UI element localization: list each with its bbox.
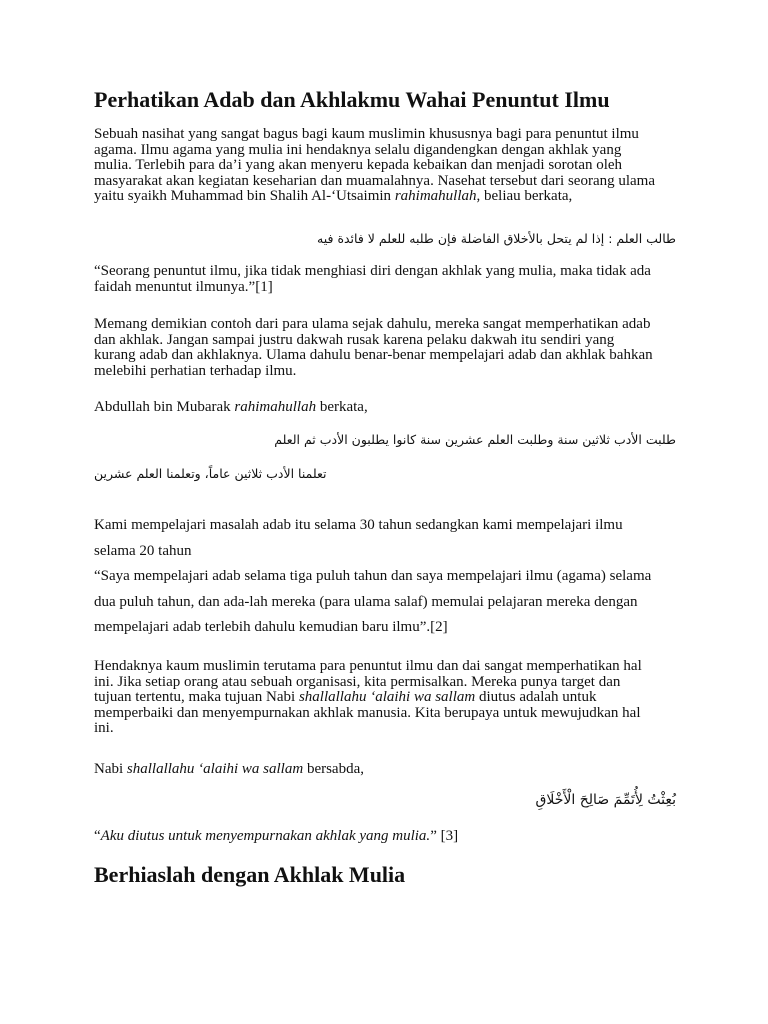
text-line: masyarakat akan kegiatan keseharian dan muamalahnya. Nasehat tersebut dari seorang ulama: [94, 172, 656, 189]
text-line: dan akhlak. Jangan sampai justru dakwah rusak karena pelaku dakwah itu sendiri yang: [94, 331, 615, 348]
italic-text: shallallahu ‘alaihi wa sallam: [298, 689, 476, 705]
text-line: ini.: [94, 720, 114, 736]
body-paragraph-5: [94, 659, 684, 737]
text-line: Memang demikian contoh dari para ulama sejak dahulu, mereka sangat memperhatikan adab: [94, 316, 651, 332]
text-line: [94, 829, 684, 845]
text-run: berkata,: [316, 399, 368, 415]
text-line: Sebuah nasihat yang sangat bagus bagi kaum muslimin khususnya bagi para penuntut ilmu: [94, 126, 639, 142]
text-run: yaitu syaikh Muhammad bin Shalih Al-‘Utsaimin: [94, 188, 395, 204]
text-line: “Seorang penuntut ilmu, jika tidak menghiasi diri dengan akhlak yang mulia, maka tidak ada: [94, 263, 651, 279]
text-line: memperbaiki dan menyempurnakan akhlak manusia. Kita berupaya untuk mewujudkan hal: [94, 704, 641, 721]
text-line: agama. Ilmu agama yang mulia ini hendaknya selalu digandengkan dengan akhlak yang: [94, 141, 622, 158]
text-run: diutus adalah untuk: [475, 689, 597, 705]
body-paragraph-4: [94, 513, 684, 641]
arabic-hadith: بُعِثْتُ لِأُتَمِّمَ صَالِحَ الْأَخْلَاقِ: [535, 792, 676, 808]
text-line: mulia. Terlebih para da’i yang akan menyeru kepada kebaikan dan menjadi sorotan oleh: [94, 157, 623, 173]
text-line: mempelajari adab terlebih dahulu kemudian baru ilmu”.[2]: [94, 619, 448, 635]
text-line: Hendaknya kaum muslimin terutama para penuntut ilmu dan dai sangat memperhatikan hal: [94, 658, 642, 674]
italic-text: rahimahullah: [394, 188, 477, 204]
quote-paragraph-1: [94, 264, 684, 295]
text-line: selama 20 tahun: [94, 542, 192, 559]
text-line: faidah menuntut ilmunya.”[1]: [94, 278, 273, 295]
text-run: , beliau berkata,: [476, 188, 573, 204]
text-run: tujuan tertentu, maka tujuan Nabi: [94, 689, 299, 705]
text-run: Nabi: [94, 761, 127, 777]
text-line: Kami mempelajari masalah adab itu selama 30 tahun sedangkan kami mempelajari ilmu: [94, 517, 623, 533]
text-line: kurang adab dan akhlaknya. Ulama dahulu benar-benar mempelajari adab dan akhlak bahkan: [94, 347, 653, 363]
italic-text: Aku diutus untuk menyempurnakan akhlak yang mulia.: [100, 828, 431, 844]
text-line: “Saya mempelajari adab selama tiga puluh tahun dan saya mempelajari ilmu (agama) selama: [94, 568, 652, 584]
text-run: “: [94, 828, 101, 844]
intro-paragraph: [94, 127, 684, 205]
section-heading: Berhiaslah dengan Akhlak Mulia: [94, 862, 406, 887]
text-line: [94, 690, 684, 706]
text-line: dua puluh tahun, dan ada-lah mereka (para ulama salaf) memulai pelajaran mereka dengan: [94, 593, 638, 610]
text-run: ” [3]: [430, 828, 459, 844]
arabic-quote-1: طالب العلم : إذا لم يتحل بالأخلاق الفاضلة فإن طلبه للعلم لا فائدة فيه: [317, 231, 676, 246]
text-line: [94, 762, 684, 778]
italic-text: rahimahullah: [234, 399, 317, 415]
italic-text: shallallahu ‘alaihi wa sallam: [126, 761, 304, 777]
text-line: [94, 400, 684, 416]
text-run: bersabda,: [303, 761, 364, 777]
arabic-quote-3: تعلمنا الأدب ثلاثين عاماً، وتعلمنا العلم عشرين: [94, 466, 327, 481]
body-paragraph-3: [94, 400, 684, 416]
hadith-translation: [94, 829, 684, 845]
body-paragraph-6: [94, 762, 684, 778]
text-run: Abdullah bin Mubarak: [94, 399, 235, 415]
text-line: [94, 189, 684, 205]
text-line: melebihi perhatian terhadap ilmu.: [94, 362, 297, 379]
page-title: Perhatikan Adab dan Akhlakmu Wahai Penuntut Ilmu: [94, 87, 610, 112]
arabic-quote-2: طلبت الأدب ثلاثين سنة وطلبت العلم عشرين سنة كانوا يطلبون الأدب ثم العلم: [274, 432, 676, 447]
text-line: ini. Jika setiap orang atau sebuah organisasi, kita permisalkan. Mereka punya target dan: [94, 673, 621, 690]
body-paragraph-2: [94, 317, 684, 379]
